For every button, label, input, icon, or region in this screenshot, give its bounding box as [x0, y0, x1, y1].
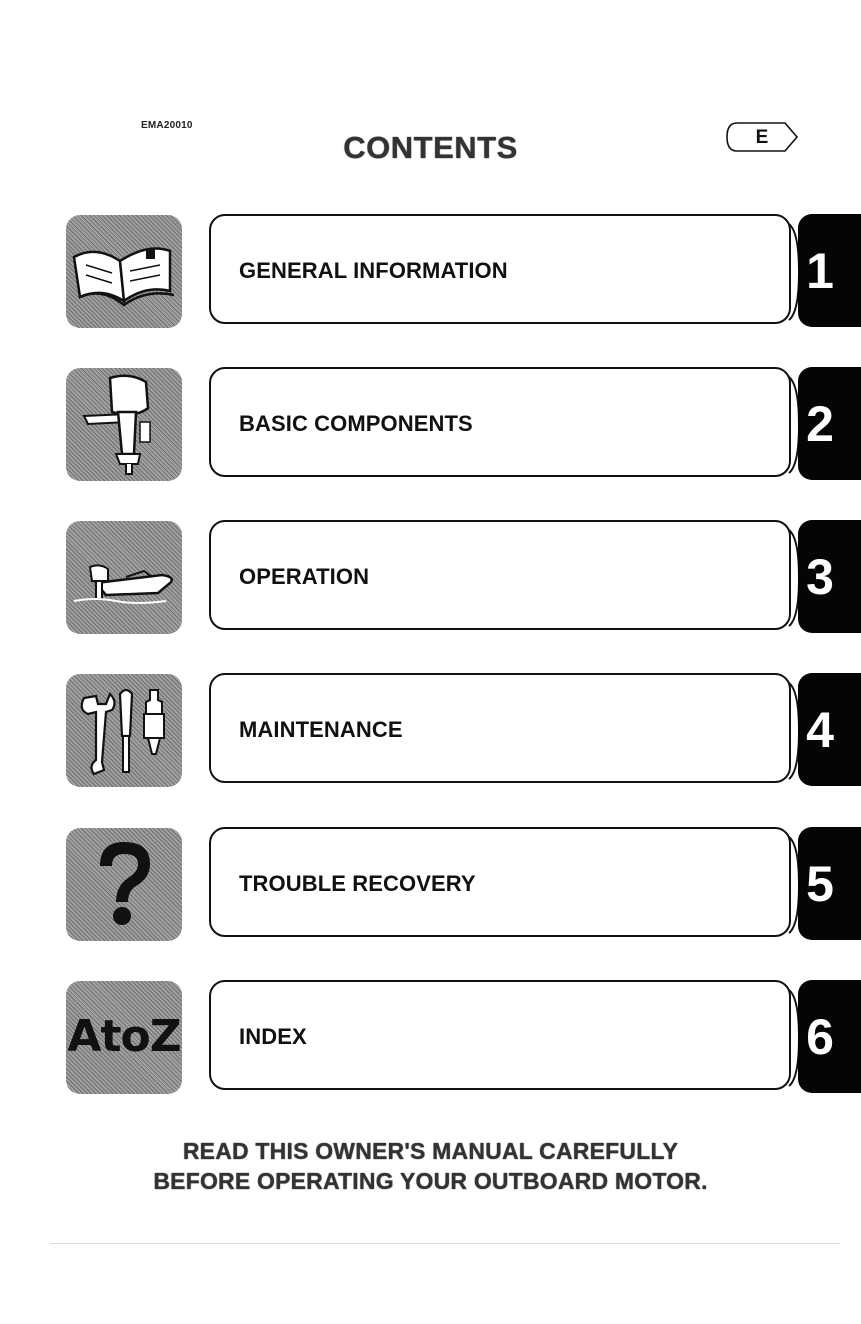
section-number: 2	[806, 396, 834, 452]
outboard-motor-icon	[66, 368, 182, 481]
a-to-z-icon	[66, 981, 182, 1094]
section-box[interactable]	[209, 673, 791, 783]
tools-icon	[66, 674, 182, 787]
footer-line-1: READ THIS OWNER'S MANUAL CAREFULLY	[182, 1138, 679, 1164]
section-label: OPERATION	[239, 564, 370, 589]
section-row-6[interactable]	[0, 980, 861, 1096]
section-box[interactable]	[209, 827, 791, 937]
document-code: EMA20010	[141, 120, 193, 131]
section-tab[interactable]	[798, 673, 861, 786]
open-book-icon	[66, 215, 182, 328]
section-box[interactable]	[209, 980, 791, 1090]
language-badge-label: E	[755, 127, 769, 148]
section-tab[interactable]	[798, 214, 861, 327]
section-tab[interactable]	[798, 367, 861, 480]
page-title: CONTENTS	[343, 130, 518, 165]
section-tab[interactable]	[798, 520, 861, 633]
section-label: BASIC COMPONENTS	[239, 411, 473, 436]
bottom-divider	[50, 1243, 840, 1244]
language-badge	[725, 121, 799, 153]
section-number: 5	[806, 856, 834, 912]
section-row-5[interactable]	[0, 827, 861, 943]
section-tab[interactable]	[798, 980, 861, 1093]
section-box[interactable]	[209, 367, 791, 477]
section-row-1[interactable]	[0, 214, 861, 330]
section-box[interactable]	[209, 214, 791, 324]
section-number: 6	[806, 1009, 834, 1065]
section-number: 4	[806, 702, 834, 758]
footer-notice	[0, 1136, 861, 1196]
section-tab[interactable]	[798, 827, 861, 940]
section-number: 1	[806, 243, 834, 299]
a-to-z-text: AtoZ	[67, 1011, 181, 1062]
section-row-2[interactable]	[0, 367, 861, 483]
section-box[interactable]	[209, 520, 791, 630]
section-number: 3	[806, 549, 834, 605]
section-row-3[interactable]	[0, 520, 861, 636]
question-mark-icon	[66, 828, 182, 941]
section-label: GENERAL INFORMATION	[239, 258, 508, 283]
section-label: MAINTENANCE	[239, 717, 403, 742]
section-label: TROUBLE RECOVERY	[239, 871, 476, 896]
section-row-4[interactable]	[0, 673, 861, 789]
footer-line-2: BEFORE OPERATING YOUR OUTBOARD MOTOR.	[153, 1168, 708, 1194]
boat-icon	[66, 521, 182, 634]
section-label: INDEX	[239, 1024, 307, 1049]
